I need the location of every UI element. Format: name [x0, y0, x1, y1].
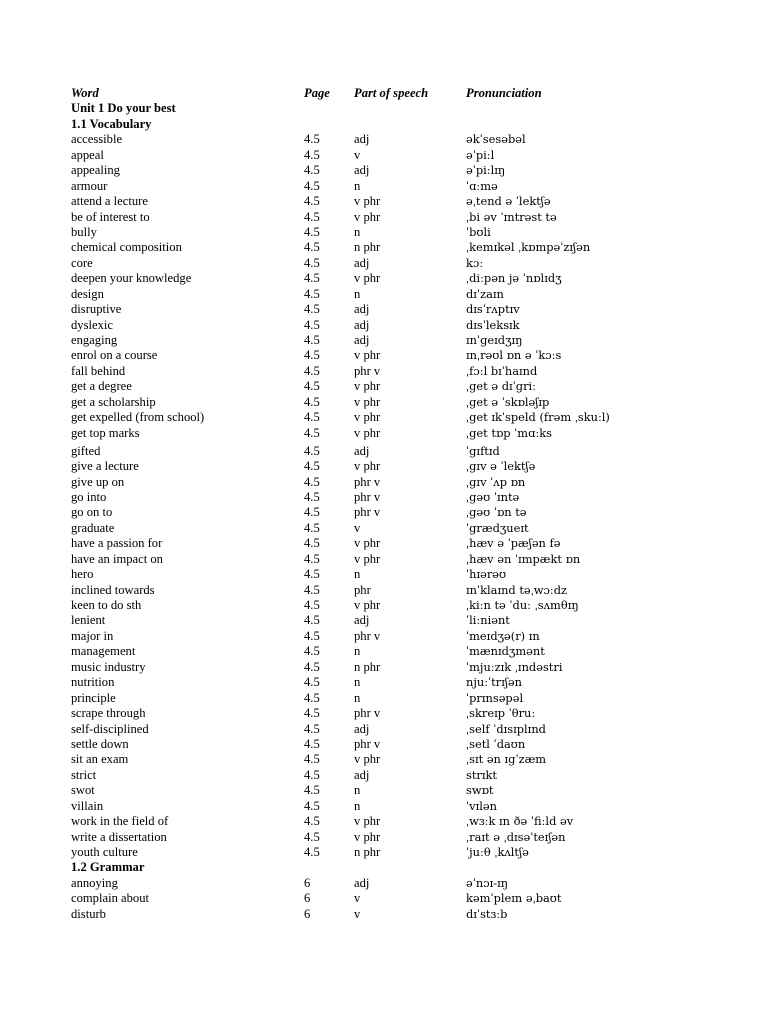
part-of-speech-cell: n phr	[354, 845, 381, 859]
pronunciation-cell: swɒt	[466, 783, 494, 798]
page-cell: 4.5	[304, 736, 320, 751]
part-of-speech-cell: n	[354, 798, 361, 813]
pronunciation-cell: əkˈsesəbəl	[466, 132, 526, 147]
word-cell: bully	[71, 224, 97, 239]
word-cell: go into	[71, 489, 107, 504]
table-row	[71, 210, 731, 225]
word-cell: appealing	[71, 163, 120, 178]
table-row	[71, 552, 731, 567]
pronunciation-cell: ˌsɪt ən ɪgˈzæm	[466, 752, 547, 767]
pronunciation-cell: ˌhæv ə ˈpæʃən fə	[466, 536, 561, 551]
pronunciation-cell: əˈpiːlɪŋ	[466, 163, 506, 178]
word-cell: management	[71, 644, 136, 659]
part-of-speech-cell: adj	[354, 767, 370, 782]
page-cell: 4.5	[304, 410, 320, 425]
pronunciation-cell: ˈmjuːzɪk ˌɪndəstri	[466, 659, 563, 674]
word-cell: chemical composition	[71, 240, 182, 255]
pronunciation-cell: ˌdiːpən jə ˈnɒlɪdʒ	[466, 271, 562, 286]
word-cell: hero	[71, 567, 94, 582]
part-of-speech-cell: n	[354, 178, 361, 193]
pronunciation-cell: dɪsˈrʌptɪv	[466, 302, 520, 317]
pronunciation-cell: ˌskreɪp ˈθruː	[466, 706, 536, 721]
part-of-speech-cell: phr v	[354, 736, 381, 751]
table-row	[71, 132, 731, 147]
page-cell: 4.5	[304, 814, 320, 829]
part-of-speech-cell: n phr	[354, 240, 381, 255]
pronunciation-cell: ˈvɪlən	[466, 798, 497, 813]
page-cell: 4.5	[304, 675, 320, 690]
page-cell: 4.5	[304, 721, 320, 736]
table-row	[71, 240, 731, 255]
part-of-speech-cell: v phr	[354, 425, 381, 440]
part-of-speech-cell: n	[354, 286, 361, 301]
part-of-speech-cell: v	[354, 147, 361, 162]
word-cell: disruptive	[71, 302, 122, 317]
part-of-speech-cell: adj	[354, 302, 370, 317]
table-row	[71, 876, 731, 891]
section-title: 1.1 Vocabulary	[71, 116, 152, 131]
part-of-speech-cell: adj	[354, 721, 370, 736]
pronunciation-cell: ˈgrædʒueɪt	[466, 520, 529, 535]
part-of-speech-cell: v phr	[354, 379, 381, 394]
part-of-speech-cell: v phr	[354, 209, 381, 224]
header-word: Word	[71, 86, 99, 100]
page-cell: 4.5	[304, 505, 320, 520]
part-of-speech-cell: v phr	[354, 598, 381, 612]
page-cell: 4.5	[304, 286, 320, 301]
pronunciation-cell: ɪnˌrəʊl ɒn ə ˈkɔːs	[466, 348, 562, 363]
table-row	[71, 475, 731, 490]
word-cell: work in the field of	[71, 814, 169, 829]
pronunciation-cell: ˌgəʊ ˈɪntə	[466, 489, 520, 504]
page-cell: 6	[304, 891, 311, 906]
part-of-speech-cell: adj	[354, 317, 370, 332]
part-of-speech-cell: v phr	[354, 814, 381, 829]
table-row	[71, 629, 731, 644]
page-cell: 6	[304, 906, 311, 921]
word-cell: get a degree	[71, 379, 132, 394]
pronunciation-cell: dɪˈzaɪn	[466, 286, 504, 301]
word-cell: gifted	[71, 443, 101, 458]
part-of-speech-cell: phr v	[354, 363, 381, 378]
table-row	[71, 891, 731, 906]
part-of-speech-cell: adj	[354, 875, 370, 890]
part-of-speech-cell: adj	[354, 163, 370, 178]
table-row	[71, 583, 731, 598]
part-of-speech-cell: adj	[354, 333, 370, 347]
page-cell: 4.5	[304, 752, 320, 767]
table-body	[71, 101, 731, 922]
pronunciation-cell: ˈmeɪdʒə(r) ɪn	[466, 628, 540, 643]
table-row	[71, 348, 731, 363]
pronunciation-cell: ˈgɪftɪd	[466, 443, 500, 458]
page-cell: 4.5	[304, 690, 320, 705]
page-cell: 4.5	[304, 598, 320, 612]
part-of-speech-cell: v phr	[354, 410, 381, 425]
table-row	[71, 379, 731, 394]
word-cell: accessible	[71, 132, 123, 147]
pronunciation-cell: ˈɑːmə	[466, 178, 498, 193]
part-of-speech-cell: v phr	[354, 348, 381, 363]
page-cell: 4.5	[304, 443, 320, 458]
pronunciation-cell: kɔː	[466, 255, 484, 270]
word-cell: inclined towards	[71, 582, 155, 597]
page-cell: 4.5	[304, 333, 320, 347]
word-cell: armour	[71, 178, 108, 193]
page-cell: 4.5	[304, 706, 320, 721]
word-cell: villain	[71, 798, 104, 813]
part-of-speech-cell: v phr	[354, 829, 381, 844]
table-row	[71, 505, 731, 520]
part-of-speech-cell: n	[354, 783, 361, 798]
pronunciation-cell: ˌget tɒp ˈmɑːks	[466, 425, 552, 440]
part-of-speech-cell: phr v	[354, 489, 381, 504]
table-row	[71, 691, 731, 706]
part-of-speech-cell: phr	[354, 582, 371, 597]
table-row	[71, 706, 731, 721]
page-cell: 4.5	[304, 271, 320, 286]
pronunciation-cell: ˌraɪt ə ˌdɪsəˈteɪʃən	[466, 829, 566, 844]
word-cell: sit an exam	[71, 752, 129, 767]
part-of-speech-cell: adj	[354, 255, 370, 270]
table-row	[71, 660, 731, 675]
word-cell: disturb	[71, 906, 106, 921]
page-cell: 4.5	[304, 489, 320, 504]
table-row	[71, 845, 731, 860]
table-row	[71, 333, 731, 348]
table-row	[71, 830, 731, 845]
pronunciation-cell: ˌgɪv ə ˈlektʃə	[466, 459, 536, 474]
page-cell: 4.5	[304, 659, 320, 674]
word-cell: be of interest to	[71, 209, 150, 224]
table-row	[71, 364, 731, 379]
page-cell: 4.5	[304, 348, 320, 363]
table-row	[71, 799, 731, 814]
word-cell: principle	[71, 690, 116, 705]
table-row	[71, 737, 731, 752]
part-of-speech-cell: phr v	[354, 505, 381, 520]
table-row	[71, 410, 731, 425]
table-row	[71, 598, 731, 613]
pronunciation-cell: ˌget ə ˈskɒləʃɪp	[466, 394, 550, 409]
page-cell: 6	[304, 875, 311, 890]
part-of-speech-cell: phr v	[354, 474, 381, 489]
table-row	[71, 318, 731, 333]
pronunciation-cell: ˈhɪərəʊ	[466, 567, 507, 582]
pronunciation-cell: əˈnɔɪ-ɪŋ	[466, 875, 509, 890]
word-cell: self-disciplined	[71, 721, 149, 736]
table-row	[71, 644, 731, 659]
section-title: Unit 1 Do your best	[71, 101, 176, 116]
table-row	[71, 722, 731, 737]
section-heading	[71, 101, 731, 116]
header-part-of-speech: Part of speech	[354, 86, 429, 100]
part-of-speech-cell: n phr	[354, 659, 381, 674]
word-cell: youth culture	[71, 845, 138, 859]
page-cell: 4.5	[304, 798, 320, 813]
word-cell: music industry	[71, 659, 146, 674]
pronunciation-cell: dɪˈstɜːb	[466, 906, 508, 921]
page-cell: 4.5	[304, 845, 320, 859]
table-row	[71, 444, 731, 459]
table-row	[71, 814, 731, 829]
pronunciation-cell: əˌtend ə ˈlektʃə	[466, 194, 551, 209]
table-row	[71, 490, 731, 505]
page-cell: 4.5	[304, 147, 320, 162]
part-of-speech-cell: adj	[354, 132, 370, 147]
page-cell: 4.5	[304, 209, 320, 224]
table-row	[71, 752, 731, 767]
pronunciation-cell: ɪnˈklaɪnd təˌwɔːdz	[466, 582, 568, 597]
page-cell: 4.5	[304, 628, 320, 643]
pronunciation-cell: əˈpiːl	[466, 147, 495, 162]
page-cell: 4.5	[304, 394, 320, 409]
pronunciation-cell: ˌkemɪkəl ˌkɒmpəˈzɪʃən	[466, 240, 591, 255]
page-cell: 4.5	[304, 613, 320, 628]
table-row	[71, 783, 731, 798]
table-row	[71, 395, 731, 410]
word-cell: major in	[71, 628, 114, 643]
part-of-speech-cell: phr v	[354, 628, 381, 643]
part-of-speech-cell: n	[354, 567, 361, 582]
part-of-speech-cell: v	[354, 520, 361, 535]
pronunciation-cell: ˌsetl ˈdaʊn	[466, 736, 526, 751]
word-cell: dyslexic	[71, 317, 113, 332]
word-cell: settle down	[71, 736, 129, 751]
page-cell: 4.5	[304, 178, 320, 193]
word-cell: complain about	[71, 891, 149, 906]
part-of-speech-cell: adj	[354, 613, 370, 628]
page-cell: 4.5	[304, 132, 320, 147]
word-cell: get expelled (from school)	[71, 410, 205, 425]
page-cell: 4.5	[304, 363, 320, 378]
pronunciation-cell: ˈprɪnsəpəl	[466, 690, 524, 705]
table-header	[71, 86, 731, 101]
table-row	[71, 675, 731, 690]
part-of-speech-cell: n	[354, 690, 361, 705]
word-cell: annoying	[71, 875, 118, 890]
pronunciation-cell: ˈmænɪdʒmənt	[466, 644, 545, 659]
page-cell: 4.5	[304, 317, 320, 332]
page-cell: 4.5	[304, 536, 320, 551]
word-cell: attend a lecture	[71, 194, 148, 209]
table-row	[71, 521, 731, 536]
pronunciation-cell: strɪkt	[466, 767, 497, 782]
pronunciation-cell: njuːˈtrɪʃən	[466, 675, 523, 690]
section-title: 1.2 Grammar	[71, 860, 145, 875]
header-pronunciation: Pronunciation	[466, 86, 542, 100]
pronunciation-cell: ˈbʊli	[466, 224, 491, 239]
word-cell: get a scholarship	[71, 394, 156, 409]
pronunciation-cell: ˌget ə dɪˈgriː	[466, 379, 537, 394]
page-cell: 4.5	[304, 520, 320, 535]
pronunciation-cell: ˌgəʊ ˈɒn tə	[466, 505, 527, 520]
part-of-speech-cell: v phr	[354, 551, 381, 566]
word-cell: scrape through	[71, 706, 146, 721]
word-cell: graduate	[71, 520, 115, 535]
part-of-speech-cell: v phr	[354, 394, 381, 409]
word-cell: have an impact on	[71, 551, 163, 566]
word-cell: nutrition	[71, 675, 115, 690]
page-cell: 4.5	[304, 474, 320, 489]
table-row	[71, 163, 731, 178]
page-cell: 4.5	[304, 224, 320, 239]
part-of-speech-cell: n	[354, 224, 361, 239]
part-of-speech-cell: v phr	[354, 536, 381, 551]
page-cell: 4.5	[304, 783, 320, 798]
page-cell: 4.5	[304, 240, 320, 255]
page-cell: 4.5	[304, 551, 320, 566]
table-row	[71, 302, 731, 317]
page-cell: 4.5	[304, 255, 320, 270]
section-heading	[71, 117, 731, 132]
word-cell: core	[71, 255, 93, 270]
table-row	[71, 459, 731, 474]
page-cell: 4.5	[304, 644, 320, 659]
part-of-speech-cell: n	[354, 675, 361, 690]
word-cell: swot	[71, 783, 95, 798]
word-cell: give a lecture	[71, 459, 139, 474]
part-of-speech-cell: v phr	[354, 271, 381, 286]
part-of-speech-cell: phr v	[354, 706, 381, 721]
pronunciation-cell: dɪsˈleksɪk	[466, 317, 520, 332]
page-cell: 4.5	[304, 302, 320, 317]
word-cell: deepen your knowledge	[71, 271, 192, 286]
word-cell: go on to	[71, 505, 113, 520]
table-row	[71, 907, 731, 922]
pronunciation-cell: ˌkiːn tə ˈduː ˌsʌmθɪŋ	[466, 598, 579, 612]
pronunciation-cell: kəmˈpleɪn əˌbaʊt	[466, 891, 562, 906]
part-of-speech-cell: v	[354, 891, 361, 906]
table-row	[71, 536, 731, 551]
table-row	[71, 225, 731, 240]
table-row	[71, 613, 731, 628]
page-cell: 4.5	[304, 459, 320, 474]
word-cell: write a dissertation	[71, 829, 167, 844]
page-cell: 4.5	[304, 163, 320, 178]
section-heading	[71, 860, 731, 875]
part-of-speech-cell: v phr	[354, 194, 381, 209]
vocabulary-list	[71, 86, 731, 922]
pronunciation-cell: ˌget ɪkˈspeld (frəm ˌskuːl)	[466, 410, 610, 425]
word-cell: strict	[71, 767, 97, 782]
pronunciation-cell: ˌbi əv ˈɪntrəst tə	[466, 209, 557, 224]
table-row	[71, 426, 731, 444]
word-cell: engaging	[71, 333, 118, 347]
word-cell: design	[71, 286, 104, 301]
table-row	[71, 194, 731, 209]
part-of-speech-cell: adj	[354, 443, 370, 458]
word-cell: fall behind	[71, 363, 126, 378]
word-cell: enrol on a course	[71, 348, 158, 363]
word-cell: lenient	[71, 613, 106, 628]
header-page: Page	[304, 86, 330, 100]
page-cell: 4.5	[304, 582, 320, 597]
part-of-speech-cell: n	[354, 644, 361, 659]
word-cell: appeal	[71, 147, 104, 162]
word-cell: get top marks	[71, 425, 140, 440]
page-cell: 4.5	[304, 379, 320, 394]
table-row	[71, 271, 731, 286]
word-cell: give up on	[71, 474, 125, 489]
part-of-speech-cell: v phr	[354, 459, 381, 474]
table-row	[71, 287, 731, 302]
pronunciation-cell: ˌfɔːl bɪˈhaɪnd	[466, 363, 538, 378]
word-cell: keen to do sth	[71, 598, 142, 612]
table-row	[71, 256, 731, 271]
table-row	[71, 768, 731, 783]
page-cell: 4.5	[304, 567, 320, 582]
pronunciation-cell: ɪnˈgeɪdʒɪŋ	[466, 333, 523, 347]
part-of-speech-cell: v	[354, 906, 361, 921]
page-cell: 4.5	[304, 829, 320, 844]
pronunciation-cell: ˌhæv ən ˈɪmpækt ɒn	[466, 551, 581, 566]
part-of-speech-cell: v phr	[354, 752, 381, 767]
pronunciation-cell: ˌself ˈdɪsɪplɪnd	[466, 721, 546, 736]
page-cell: 4.5	[304, 425, 320, 440]
pronunciation-cell: ˌwɜːk ɪn ðə ˈfiːld əv	[466, 814, 574, 829]
table-row	[71, 567, 731, 582]
page-cell: 4.5	[304, 767, 320, 782]
page-cell: 4.5	[304, 194, 320, 209]
pronunciation-cell: ˈliːniənt	[466, 613, 510, 628]
pronunciation-cell: ˌgɪv ˈʌp ɒn	[466, 474, 526, 489]
table-row	[71, 148, 731, 163]
pronunciation-cell: ˈjuːθ ˌkʌltʃə	[466, 845, 529, 859]
table-row	[71, 179, 731, 194]
word-cell: have a passion for	[71, 536, 163, 551]
